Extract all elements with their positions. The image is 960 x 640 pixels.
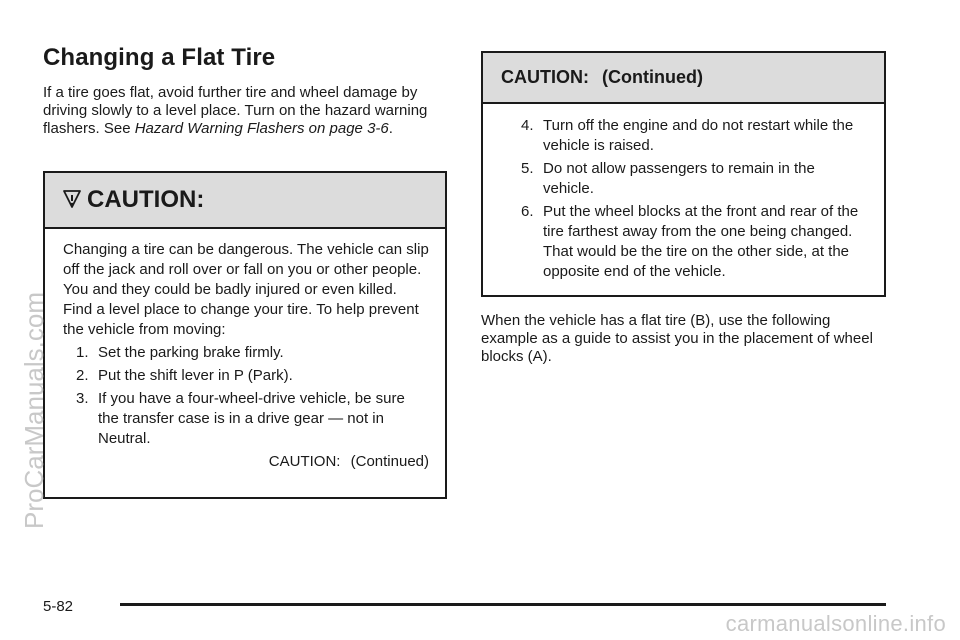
list-item: 3. If you have a four-wheel-drive vehicle, be sure the transfer case is in a drive gear — not in Neutral. — [76, 390, 405, 447]
intro-paragraph — [43, 84, 443, 138]
caution-heading: CAUTION: — [87, 186, 205, 213]
caution-header — [45, 173, 445, 229]
wheel-block-paragraph: When the vehicle has a flat tire (B), use the following example as a guide to assist you in the placement of wheel blocks (A). — [481, 312, 873, 365]
page-number: 5-82 — [43, 598, 74, 615]
caution-heading: CAUTION: (Continued) — [501, 67, 703, 87]
list-item: 4. Turn off the engine and do not restart while the vehicle is raised. — [521, 117, 854, 154]
list-item: 6. Put the wheel blocks at the front and rear of the tire farthest away from the one being changed. That would be the tire on the other side, at the opposite end of the vehicle. — [521, 203, 859, 280]
list-item: 1. Set the parking brake firmly. — [76, 344, 284, 361]
caution-box — [43, 171, 447, 499]
footer-rule — [120, 603, 886, 606]
caution-paragraph: Changing a tire can be dangerous. The vehicle can slip off the jack and roll over or fall on you or other people. You and they could be badly injured or even killed. Find a level place to change your tire. To help prevent the vehicle from moving: — [63, 241, 429, 338]
footer-brand-watermark: carmanualsonline.info — [725, 611, 946, 636]
warning-triangle-icon — [61, 188, 83, 212]
caution-body — [483, 104, 884, 282]
list-item: 5. Do not allow passengers to remain in the vehicle. — [521, 160, 815, 197]
list-item: 2. Put the shift lever in P (Park). — [76, 367, 293, 384]
caution-header — [483, 53, 884, 104]
caution-continued-label: CAUTION: (Continued) — [268, 453, 429, 470]
page-title: Changing a Flat Tire — [43, 44, 276, 71]
caution-steps — [521, 116, 868, 282]
caution-continued-box — [481, 51, 886, 297]
watermark-text: ProCarManuals.com — [18, 291, 49, 529]
intro-text: If a tire goes flat, avoid further tire and wheel damage by driving slowly to a level place. Turn on the hazard warning flashers. See — [43, 84, 428, 137]
intro-cross-reference[interactable]: Hazard Warning Flashers on page 3-6 — [134, 120, 389, 137]
caution-steps — [63, 343, 429, 449]
watermark — [18, 200, 49, 620]
intro-end: . — [388, 120, 393, 137]
caution-body — [45, 229, 445, 472]
